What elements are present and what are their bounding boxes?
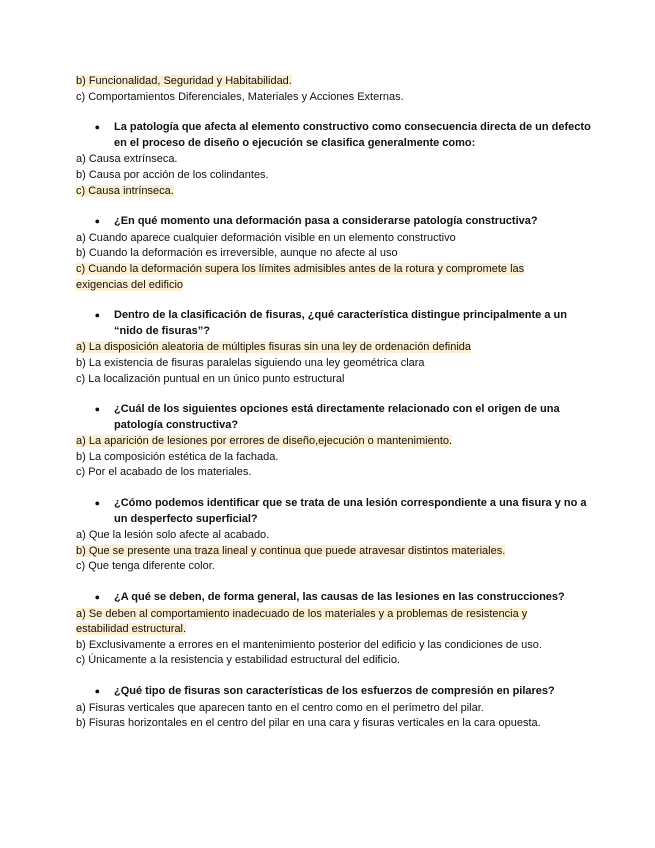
answer-text: a) Que la lesión solo afecte al acabado.	[76, 529, 270, 542]
bullet-icon: ●	[94, 404, 100, 415]
answer-text: b) La composición estética de la fachada.	[76, 450, 279, 463]
answer-b	[76, 544, 596, 560]
bullet-icon: ●	[94, 310, 100, 321]
question-1	[76, 120, 596, 151]
highlighted-answer: b) Que se presente una traza lineal y continua que puede atravesar distintos materiales.	[76, 544, 506, 557]
question-text: ¿Cuál de los siguientes opciones está directamente relacionado con el origen de una patología constructiva?	[114, 403, 560, 431]
highlighted-answer: estabilidad estructural.	[76, 623, 187, 636]
answer-b	[76, 74, 596, 90]
answer-c-line-1	[76, 262, 596, 278]
question-text: ¿Cómo podemos identificar que se trata de una lesión correspondiente a una fisura y no a un desperfecto superficial?	[114, 497, 587, 525]
answer-b	[76, 246, 596, 262]
answer-text: b) Fisuras horizontales en el centro del pilar en una cara y fisuras verticales en la cara opuesta.	[76, 717, 541, 730]
answer-a	[76, 152, 596, 168]
answer-a	[76, 528, 596, 544]
answer-text: a) Cuando aparece cualquier deformación visible en un elemento constructivo	[76, 231, 456, 244]
answer-a-line-1	[76, 607, 596, 623]
question-text: ¿Qué tipo de fisuras son características de los esfuerzos de compresión en pilares?	[114, 685, 555, 697]
answer-text: b) Exclusivamente a errores en el mantenimiento posterior del edificio y las condiciones de uso.	[76, 638, 542, 651]
answer-text: b) La existencia de fisuras paralelas siguiendo una ley geométrica clara	[76, 356, 425, 369]
answer-a	[76, 340, 596, 356]
answer-c-line-2	[76, 278, 596, 294]
answer-a	[76, 434, 596, 450]
answer-a-line-2	[76, 622, 596, 638]
question-2	[76, 214, 596, 230]
answer-text: c) Únicamente a la resistencia y estabilidad estructural del edificio.	[76, 654, 401, 667]
answer-a	[76, 231, 596, 247]
answer-b	[76, 450, 596, 466]
question-text: Dentro de la clasificación de fisuras, ¿qué característica distingue principalmente a un “nido de fisuras”?	[114, 309, 567, 337]
answer-b	[76, 638, 596, 654]
question-text: La patología que afecta al elemento constructivo como consecuencia directa de un defecto en el proceso de diseño o ejecución se clasifica generalmente como:	[114, 121, 591, 149]
answer-text: a) Causa extrínseca.	[76, 153, 178, 166]
bullet-icon: ●	[94, 686, 100, 696]
document-content	[76, 74, 596, 732]
answer-a	[76, 701, 596, 717]
answer-c	[76, 90, 596, 106]
highlighted-answer: c) Causa intrínseca.	[76, 184, 174, 197]
answer-c	[76, 653, 596, 669]
answer-c	[76, 372, 596, 388]
highlighted-answer: a) Se deben al comportamiento inadecuado de los materiales y a problemas de resistencia y	[76, 607, 528, 620]
answer-text: c) Por el acabado de los materiales.	[76, 466, 252, 479]
bullet-icon: ●	[94, 498, 100, 509]
bullet-icon: ●	[94, 592, 100, 603]
question-3	[76, 308, 596, 339]
question-4	[76, 402, 596, 433]
answer-b	[76, 168, 596, 184]
highlighted-answer: b) Funcionalidad, Seguridad y Habitabilidad.	[76, 75, 292, 87]
highlighted-answer: a) La aparición de lesiones por errores de diseño,ejecución o mantenimiento.	[76, 435, 453, 448]
answer-text: c) La localización puntual en un único punto estructural	[76, 372, 345, 385]
answer-b	[76, 716, 596, 732]
answer-text: c) Que tenga diferente color.	[76, 560, 215, 573]
answer-text: c) Comportamientos Diferenciales, Materiales y Acciones Externas.	[76, 90, 404, 103]
highlighted-answer: a) La disposición aleatoria de múltiples fisuras sin una ley de ordenación definida	[76, 341, 472, 354]
highlighted-answer: exigencias del edificio	[76, 278, 184, 291]
answer-b	[76, 356, 596, 372]
bullet-icon: ●	[94, 122, 100, 133]
answer-c	[76, 559, 596, 575]
answer-text: b) Causa por acción de los colindantes.	[76, 168, 269, 181]
question-text: ¿En qué momento una deformación pasa a considerarse patología constructiva?	[114, 215, 538, 228]
question-5	[76, 496, 596, 527]
bullet-icon: ●	[94, 216, 100, 227]
answer-c	[76, 465, 596, 481]
answer-text: b) Cuando la deformación es irreversible, aunque no afecte al uso	[76, 247, 398, 260]
answer-c	[76, 184, 596, 200]
answer-text: a) Fisuras verticales que aparecen tanto en el centro como en el perímetro del pilar.	[76, 701, 484, 714]
question-6	[76, 590, 596, 606]
highlighted-answer: c) Cuando la deformación supera los límites admisibles antes de la rotura y compromete las	[76, 262, 525, 275]
question-text: ¿A qué se deben, de forma general, las causas de las lesiones en las construcciones?	[114, 591, 565, 604]
question-7	[76, 684, 596, 700]
